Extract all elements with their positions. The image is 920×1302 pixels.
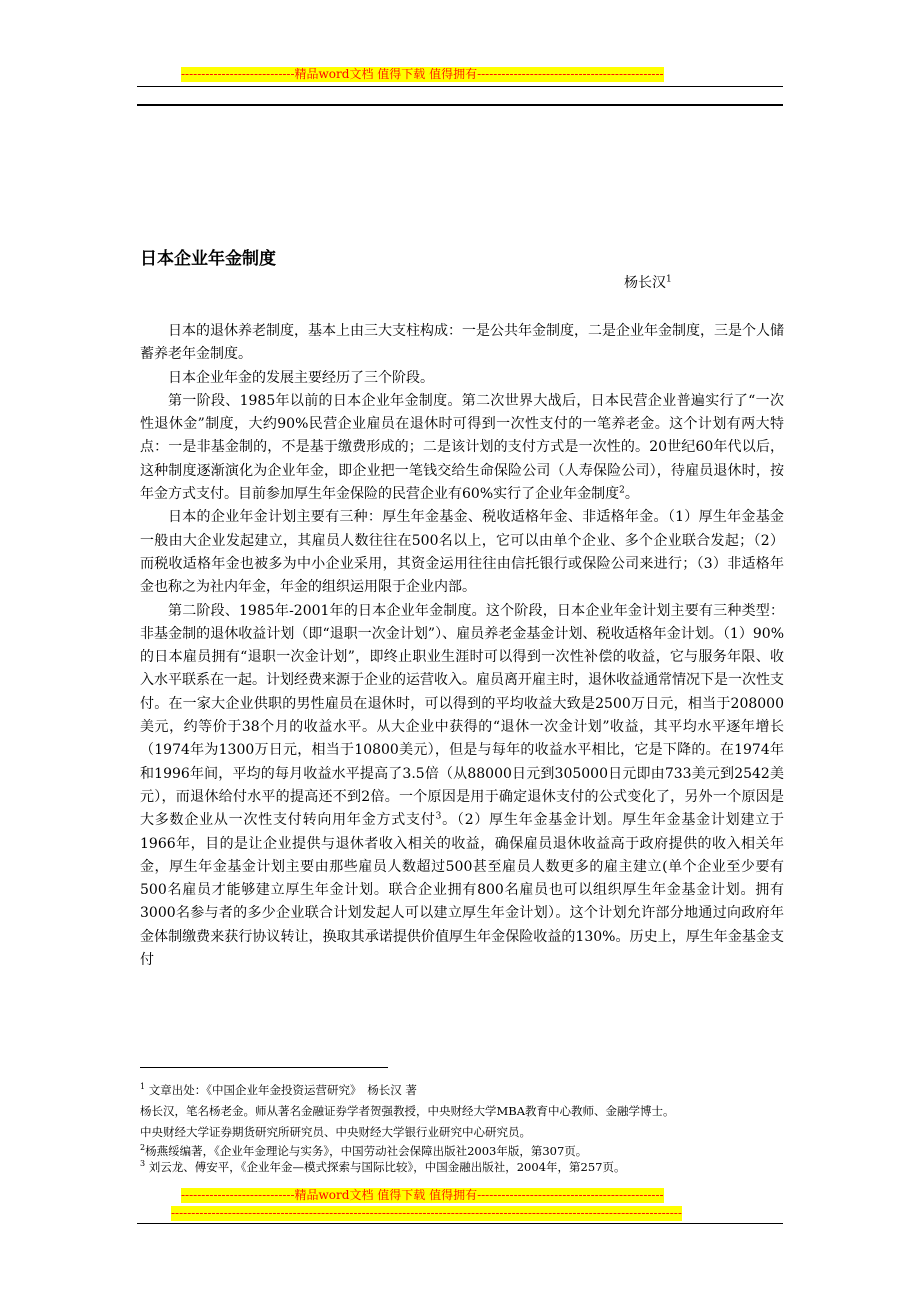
footnote bbox=[140, 1101, 790, 1122]
footnote bbox=[140, 1080, 790, 1101]
footnote bbox=[140, 1122, 790, 1143]
footnote bbox=[140, 1143, 790, 1159]
paragraph: 日本企业年金的发展主要经历了三个阶段。 bbox=[168, 369, 434, 386]
author-name: 杨长汉 bbox=[624, 275, 666, 291]
footnote-text: 杨燕绥编著，《企业年金理论与实务》，中国劳动社会保障出版社2003年版，第307页。 bbox=[145, 1144, 588, 1158]
footnote-number: 3 bbox=[140, 1159, 146, 1169]
header-rule-thick bbox=[137, 104, 783, 106]
paragraph: 日本的企业年金计划主要有三种：厚生年金基金、税收适格年金、非适格年金。（1）厚生年金基金一般由大企业发起建立，其雇员人数往往在500名以上，它可以由单个企业、多个企业联合发起；（2）而税收适格年金也被多为中小企业采用，其资金运用往往由信托银行或保险公司来进行；（3）非适格年金也称之为社内年金，年金的组织运用限于企业内部。 bbox=[140, 509, 784, 596]
paragraph-text: 第二阶段、1985年-2001年的日本企业年金制度。这个阶段，日本企业年金计划主要有三种类型：非基金制的退休收益计划（即“退职一次金计划”）、雇员养老金基金计划、税收适格年金计划。（1）90%的日本雇员拥有“退职一次金计划”，即终止职业生涯时可以得到一次性补偿的收益，它与服务年限、收入水平联系在一起。计划经费来源于企业的运营收入。雇员离开雇主时，退休收益通常情况下是一次性支付。在一家大企业供职的男性雇员在退休时，可以得到的平均收益大致是2500万日元，相当于208000美元，约等价于38个月的收益水平。从大企业中获得的“退休一次金计划”收益，其平均水平逐年增长（1974年为1300万日元，相当于10800美元），但是与每年的收益水平相比，它是下降的。在1974年和1996年间，平均的每月收益水平提高了3.5倍（从88000日元到305000日元即由733美元到2542美元），而退休给付水平的提高还不到2倍。一个原因是用于确定退休支付的公式变化了，另外一个原因是大多数企业从一次性支付转向用年金方式支付 bbox=[140, 602, 784, 829]
header-banner: ----------------------------精品word文档 值得下载 值得拥有---------------------------------------------- bbox=[181, 67, 664, 81]
footnote-number: 2 bbox=[140, 1143, 146, 1153]
paragraph: 日本的退休养老制度，基本上由三大支柱构成：一是公共年金制度，二是企业年金制度，三是个人储蓄养老年金制度。 bbox=[140, 323, 784, 363]
author-line bbox=[624, 274, 672, 292]
footnote-ref: 2 bbox=[619, 485, 625, 496]
paragraph bbox=[140, 600, 784, 973]
footer-dashes: ------------------------------------------------------------------------------------------------------------------------------ bbox=[171, 1206, 682, 1220]
header-rule-thin bbox=[137, 86, 783, 87]
footnote-number: 1 bbox=[140, 1082, 146, 1092]
paragraph-text: 。（2）厚生年金基金计划。厚生年金基金计划建立于1966年，目的是让企业提供与退休者收入相关的收益，确保雇员退休收益高于政府提供的收入相关年金，厚生年金基金计划主要由那些雇员人数超过500甚至雇员人数更多的雇主建立(单个企业至少要有500名雇员才能够建立厚生年金计划。联合企业拥有800名雇员也可以组织厚生年金基金计划。拥有3000名参与者的多少企业联合计划发起人可以建立厚生年金计划）。这个计划允许部分地通过向政府年金体制缴费来获行协议转让，换取其承诺提供价值厚生年金保险收益的130%。历史上，厚生年金基金支付 bbox=[140, 812, 785, 969]
document-title: 日本企业年金制度 bbox=[140, 249, 276, 269]
footer-rule bbox=[137, 1223, 783, 1224]
author-footnote-ref: 1 bbox=[666, 274, 672, 285]
footnote bbox=[140, 1159, 790, 1175]
footnote-text: 刘云龙、傅安平，《企业年金—模式探索与国际比较》，中国金融出版社，2004年，第257页。 bbox=[145, 1160, 626, 1174]
footnote-text: 文章出处：《中国企业年金投资运营研究》 杨长汉 著 bbox=[145, 1083, 417, 1097]
paragraph-text: 第一阶段、1985年以前的日本企业年金制度。第二次世界大战后，日本民营企业普遍实行了“一次性退休金”制度，大约90%民营企业雇员在退休时可得到一次性支付的一笔养老金。这个计划有两大特点：一是非基金制的，不是基于缴费形成的；二是该计划的支付方式是一次性的。20世纪60年代以后，这种制度逐渐演化为企业年金，即企业把一笔钱交给生命保险公司（人寿保险公司），待雇员退休时，按年金方式支付。目前参加厚生年金保险的民营企业有60%实行了企业年金制度 bbox=[140, 392, 784, 503]
footnote-separator bbox=[140, 1067, 388, 1068]
footnote-text: 杨长汉，笔名杨老金。师从著名金融证券学者贺强教授，中央财经大学MBA教育中心教师、金融学博士。 bbox=[140, 1104, 675, 1118]
paragraph: 第一阶段、1985年以前的日本企业年金制度。第二次世界大战后，日本民营企业普遍实行了“一次性退休金”制度，大约90%民营企业雇员在退休时可得到一次性支付的一笔养老金。这个计划有两大特点：一是非基金制的，不是基于缴费形成的；二是该计划的支付方式是一次性的。20世纪60年代以后，这种制度逐渐演化为企业年金，即企业把一笔钱交给生命保险公司（人寿保险公司），待雇员退休时，按年金方式支付。目前参加厚生年金保险的民营企业有60%实行了企业年金制度$^2$。 bbox=[140, 392, 784, 503]
body-text bbox=[140, 320, 784, 972]
footnotes bbox=[140, 1080, 790, 1175]
footer-banner: ----------------------------精品word文档 值得下载 值得拥有---------------------------------------------- bbox=[181, 1188, 664, 1202]
footnote-text: 中央财经大学证券期货研究所研究员、中央财经大学银行业研究中心研究员。 bbox=[140, 1125, 531, 1139]
footnote-ref: 3 bbox=[435, 811, 442, 822]
